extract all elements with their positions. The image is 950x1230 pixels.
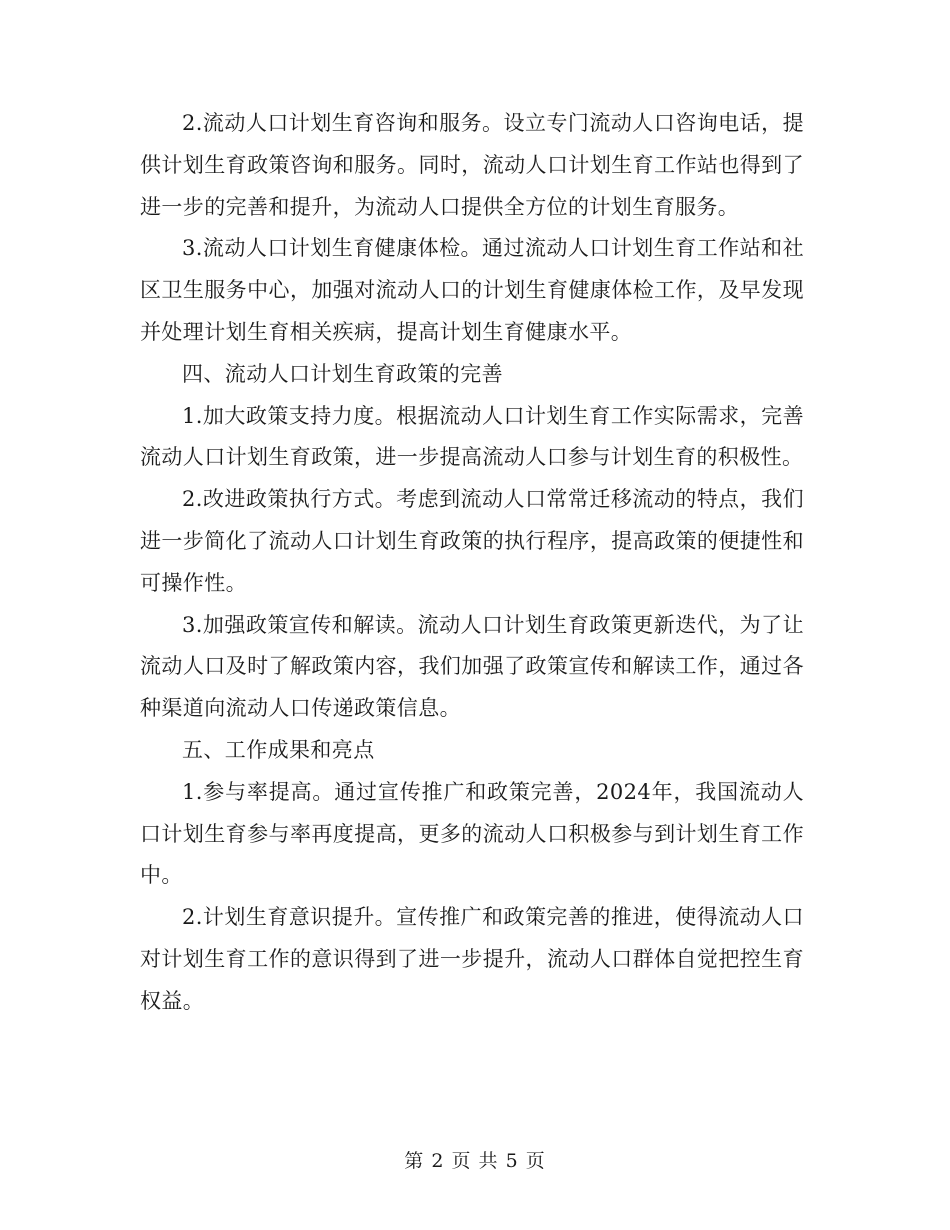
- document-body: [140, 103, 804, 1023]
- paragraph-awareness: 2.计划生育意识提升。宣传推广和政策完善的推进，使得流动人口对计划生育工作的意识得到了进一步提升，流动人口群体自觉把控生育权益。: [140, 905, 804, 1013]
- paragraph-policy-publicity: 3.加强政策宣传和解读。流动人口计划生育政策更新迭代，为了让流动人口及时了解政策内容，我们加强了政策宣传和解读工作，通过各种渠道向流动人口传递政策信息。: [140, 612, 804, 721]
- paragraph-consultation-service: 2.流动人口计划生育咨询和服务。设立专门流动人口咨询电话，提供计划生育政策咨询和服务。同时，流动人口计划生育工作站也得到了进一步的完善和提升，为流动人口提供全方位的计划生育服务。: [140, 111, 804, 219]
- paragraph-policy-execution: 2.改进政策执行方式。考虑到流动人口常常迁移流动的特点，我们进一步简化了流动人口计划生育政策的执行程序，提高政策的便捷性和可操作性。: [140, 487, 804, 595]
- page-footer: [0, 1146, 950, 1173]
- page-label-mid: 页 共: [451, 1150, 499, 1172]
- current-page-number: 2: [431, 1150, 445, 1172]
- paragraph-participation-rate: 1.参与率提高。通过宣传推广和政策完善，2024年，我国流动人口计划生育参与率再度提高，更多的流动人口积极参与到计划生育工作中。: [140, 779, 804, 888]
- section-heading-policy-improvement: 四、流动人口计划生育政策的完善: [182, 361, 503, 386]
- page-label-suffix: 页: [525, 1150, 546, 1172]
- page-label-prefix: 第: [404, 1150, 425, 1172]
- paragraph-policy-support: 1.加大政策支持力度。根据流动人口计划生育工作实际需求，完善流动人口计划生育政策，进一步提高流动人口参与计划生育的积极性。: [140, 403, 804, 470]
- section-heading-achievements: 五、工作成果和亮点: [182, 737, 375, 762]
- paragraph-health-checkup: 3.流动人口计划生育健康体检。通过流动人口计划生育工作站和社区卫生服务中心，加强对流动人口的计划生育健康体检工作，及早发现并处理计划生育相关疾病，提高计划生育健康水平。: [140, 236, 804, 344]
- total-pages-number: 5: [505, 1150, 519, 1172]
